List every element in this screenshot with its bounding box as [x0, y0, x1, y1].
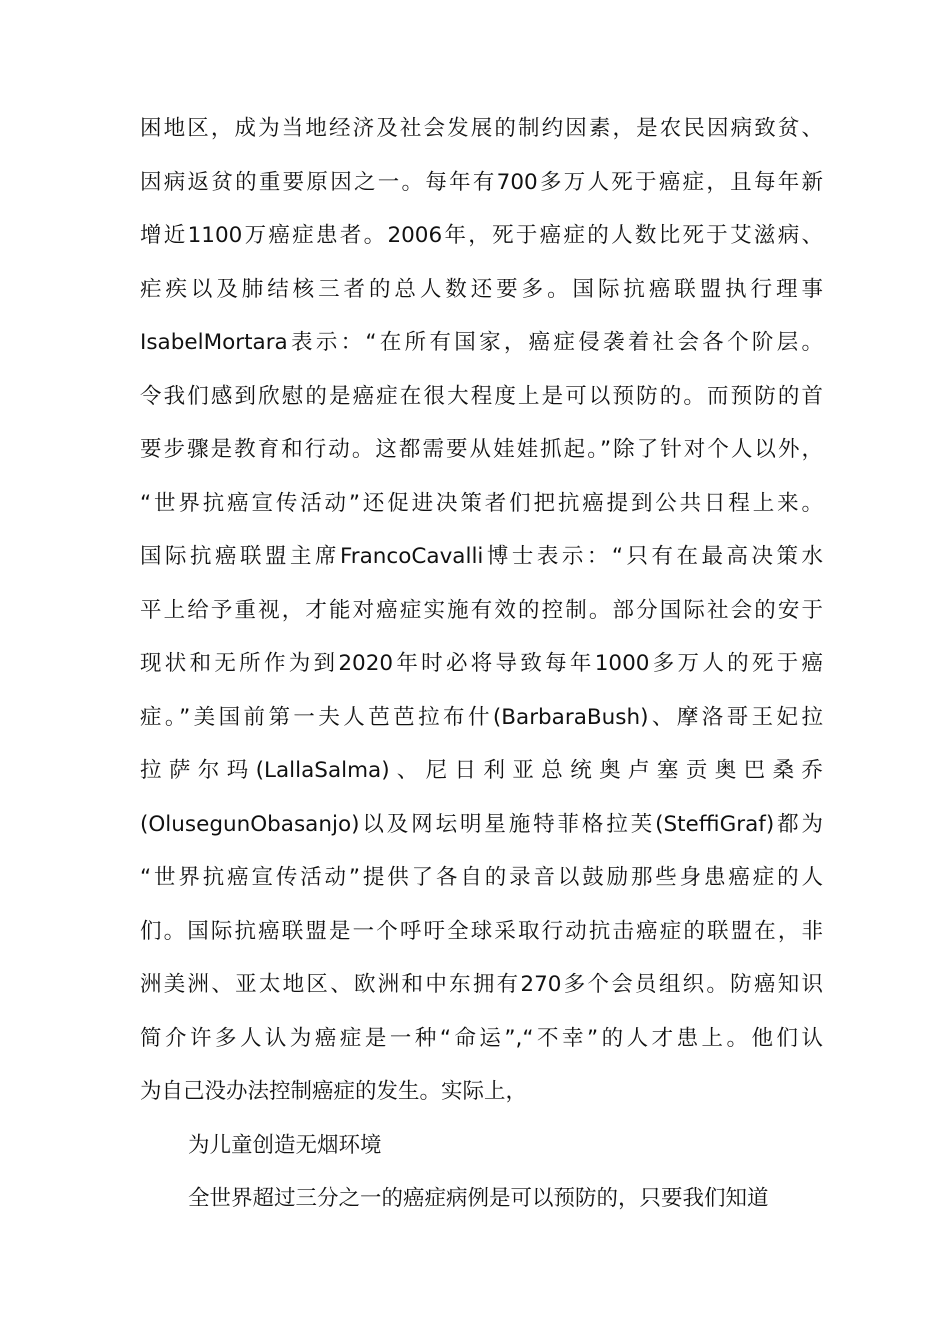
text-line: 令我们感到欣慰的是癌症在很大程度上是可以预防的。而预防的首 [140, 383, 823, 409]
text-line: 国际抗癌联盟主席FrancoCavalli博士表示：“只有在最高决策水 [140, 544, 823, 569]
text-line: 洲美洲、亚太地区、欧洲和中东拥有270多个会员组织。防癌知识 [140, 972, 823, 997]
text-line: 增近1100万癌症患者。2006年，死于癌症的人数比死于艾滋病、 [140, 223, 823, 248]
text-line: IsabelMortara表示：“在所有国家，癌症侵袭着社会各个阶层。 [140, 330, 823, 355]
text-line: 简介许多人认为癌症是一种“命运”,“不幸”的人才患上。他们认 [140, 1025, 823, 1051]
text-line: 平上给予重视，才能对癌症实施有效的控制。部分国际社会的安于 [140, 597, 823, 623]
text-line: (OlusegunObasanjo)以及网坛明星施特菲格拉芙(SteffiGraf)都为 [140, 811, 823, 837]
text-line: 困地区，成为当地经济及社会发展的制约因素，是农民因病致贫、 [140, 116, 823, 141]
text-line: 症。”美国前第一夫人芭芭拉布什(BarbaraBush)、摩洛哥王妃拉 [140, 704, 823, 730]
text-line: 疟疾以及肺结核三者的总人数还要多。国际抗癌联盟执行理事 [140, 276, 823, 302]
section-heading: 为儿童创造无烟环境 [188, 1132, 382, 1158]
text-line: 为自己没办法控制癌症的发生。实际上， [140, 1079, 528, 1104]
text-line: 现状和无所作为到2020年时必将导致每年1000多万人的死于癌 [140, 651, 823, 676]
text-line: 们。国际抗癌联盟是一个呼吁全球采取行动抗击癌症的联盟在，非 [140, 918, 823, 944]
text-line: “世界抗癌宣传活动”还促进决策者们把抗癌提到公共日程上来。 [140, 490, 823, 516]
text-line: 要步骤是教育和行动。这都需要从娃娃抓起。”除了针对个人以外， [140, 437, 823, 462]
text-line: 拉 萨 尔 玛 (LallaSalma) 、 尼 日 利 亚 总 统 奥 卢 塞 贡 奥 巴 桑 乔 [140, 758, 823, 783]
document-body [140, 102, 823, 1226]
text-line: 因病返贫的重要原因之一。每年有700多万人死于癌症，且每年新 [140, 169, 823, 195]
text-line: 全世界超过三分之一的癌症病例是可以预防的，只要我们知道 [188, 1186, 769, 1211]
text-line: “世界抗癌宣传活动”提供了各自的录音以鼓励那些身患癌症的人 [140, 865, 823, 890]
